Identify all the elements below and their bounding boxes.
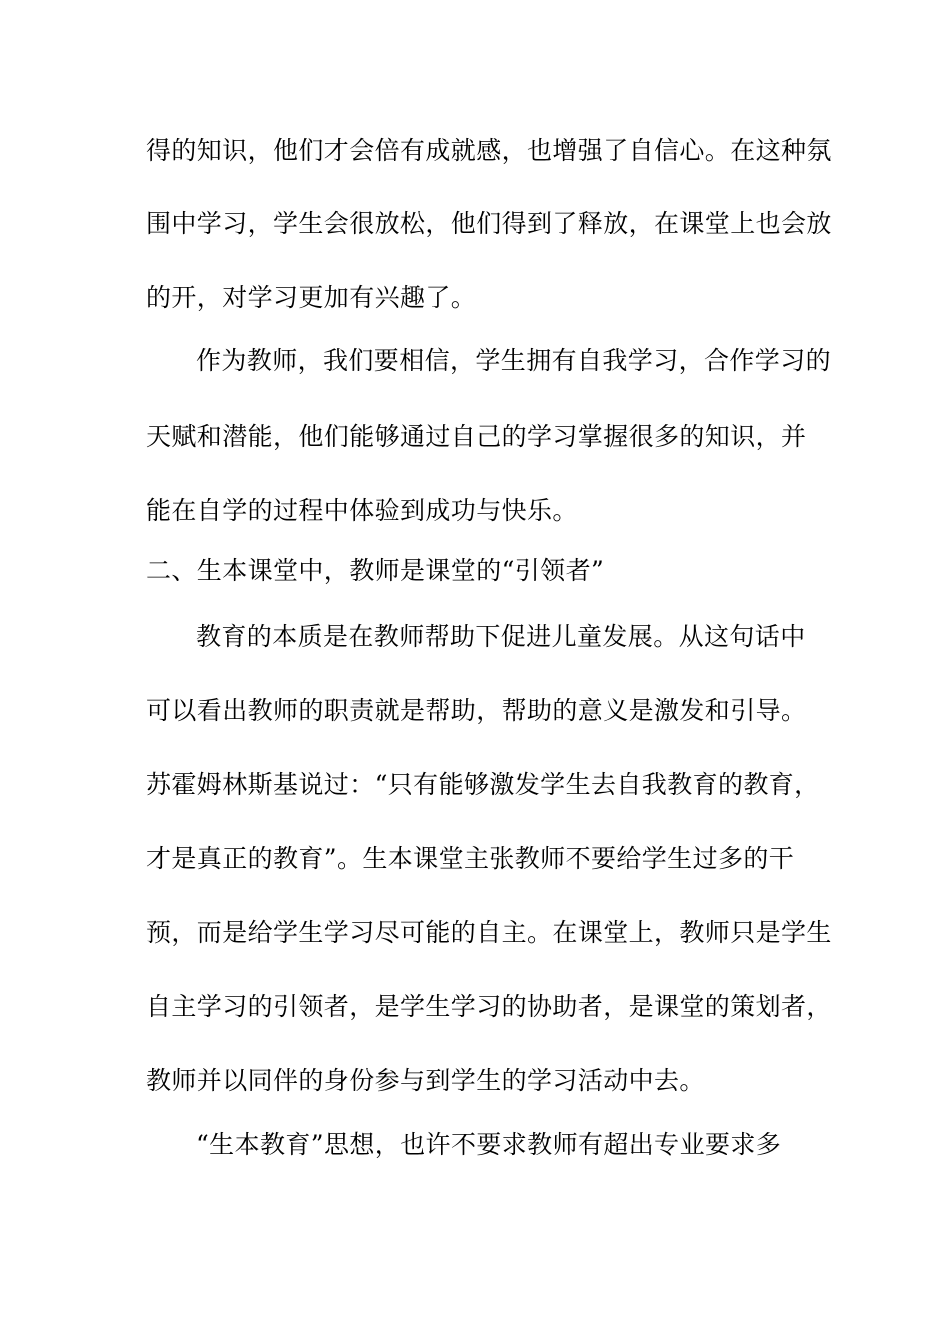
paragraph-line: 围中学习，学生会很放松，他们得到了释放，在课堂上也会放: [146, 209, 832, 238]
paragraph-line: “生本教育”思想，也许不要求教师有超出专业要求多: [196, 1130, 782, 1159]
paragraph-line: 苏霍姆林斯基说过：“只有能够激发学生去自我教育的教育，: [146, 770, 820, 799]
section-heading: 二、生本课堂中，教师是课堂的“引领者”: [146, 556, 605, 585]
paragraph-line: 教育的本质是在教师帮助下促进儿童发展。从这句话中: [196, 622, 806, 651]
paragraph-line: 得的知识，他们才会倍有成就感，也增强了自信心。在这种氛: [146, 136, 832, 165]
paragraph-line: 天赋和潜能，他们能够通过自己的学习掌握很多的知识，并: [146, 422, 807, 451]
paragraph-line: 自主学习的引领者，是学生学习的协助者，是课堂的策划者，: [146, 992, 832, 1021]
paragraph-line: 能在自学的过程中体验到成功与快乐。: [146, 496, 578, 525]
paragraph-line: 教师并以同伴的身份参与到学生的学习活动中去。: [146, 1066, 705, 1095]
paragraph-line: 的开，对学习更加有兴趣了。: [146, 283, 477, 312]
paragraph-line: 作为教师，我们要相信，学生拥有自我学习，合作学习的: [196, 346, 832, 375]
paragraph-line: 可以看出教师的职责就是帮助，帮助的意义是激发和引导。: [146, 696, 807, 725]
paragraph-line: 预，而是给学生学习尽可能的自主。在课堂上，教师只是学生: [146, 918, 832, 947]
paragraph-line: 才是真正的教育”。生本课堂主张教师不要给学生过多的干: [146, 844, 795, 873]
